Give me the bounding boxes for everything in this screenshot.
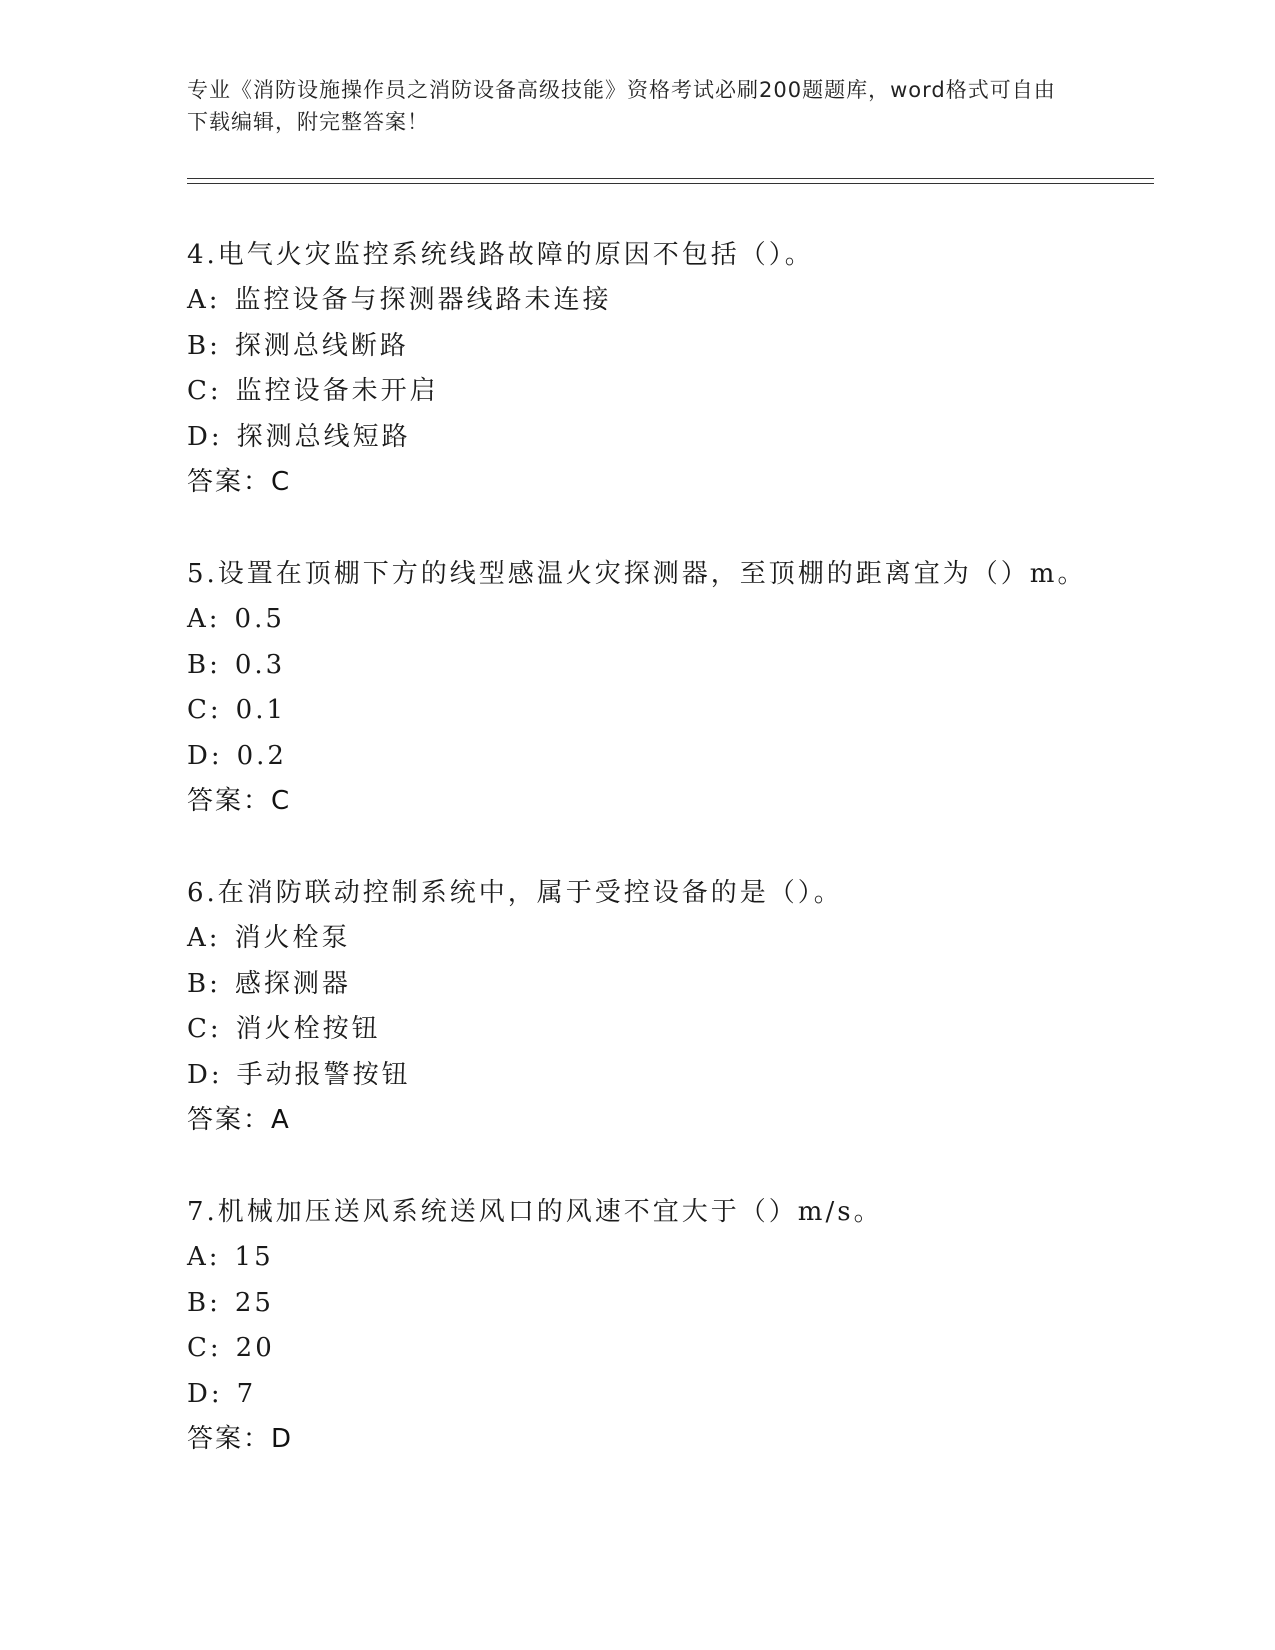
answer-line: 答案：C (187, 467, 292, 497)
option-text: 25 (234, 1287, 274, 1318)
option-c (187, 688, 1147, 734)
answer-line: 答案：D (187, 1424, 294, 1454)
option-a (187, 278, 1147, 324)
question-block (187, 1189, 1147, 1463)
option-letter: A: (187, 1242, 221, 1272)
option-text: 0.2 (236, 740, 287, 771)
option-a (187, 916, 1147, 962)
option-text: 消火栓按钮 (235, 1014, 381, 1044)
document-header: 专业《消防设施操作员之消防设备高级技能》资格考试必刷200题题库，word格式可自由下载编辑，附完整答案！ (187, 78, 1056, 134)
option-text: 0.1 (235, 695, 287, 725)
option-text: 消火栓泵 (234, 923, 351, 953)
option-letter: B: (187, 968, 221, 999)
option-b (187, 324, 1147, 370)
header-divider-top (187, 178, 1154, 179)
option-text: 探测总线断路 (234, 330, 409, 361)
option-c (187, 1326, 1147, 1372)
option-a (187, 1235, 1147, 1281)
option-text: 监控设备未开启 (235, 376, 439, 406)
option-a (187, 597, 1147, 643)
question-block (187, 551, 1147, 825)
option-letter: C: (187, 376, 222, 406)
option-letter: B: (187, 649, 221, 680)
option-text: 7 (236, 1378, 257, 1409)
option-letter: D: (187, 421, 223, 452)
option-c (187, 369, 1147, 415)
option-letter: A: (187, 285, 221, 315)
option-d (187, 415, 1147, 461)
option-letter: A: (187, 923, 221, 953)
option-text: 15 (234, 1242, 274, 1272)
option-b (187, 962, 1147, 1008)
option-text: 20 (235, 1333, 275, 1363)
option-letter: D: (187, 740, 223, 771)
question-stem: 4.电气火灾监控系统线路故障的原因不包括（）。 (187, 240, 814, 270)
option-letter: C: (187, 695, 222, 725)
option-letter: C: (187, 1014, 222, 1044)
question-block (187, 232, 1147, 506)
option-text: 探测总线短路 (236, 421, 411, 452)
option-c (187, 1007, 1147, 1053)
option-text: 手动报警按钮 (236, 1059, 411, 1090)
answer-line: 答案：A (187, 1105, 291, 1135)
option-letter: D: (187, 1378, 223, 1409)
answer-line: 答案：C (187, 786, 292, 816)
option-letter: D: (187, 1059, 223, 1090)
option-b (187, 1281, 1147, 1327)
option-letter: A: (187, 604, 221, 634)
option-d (187, 1053, 1147, 1099)
question-block (187, 870, 1147, 1144)
option-d (187, 1372, 1147, 1418)
option-b (187, 643, 1147, 689)
option-text: 感探测器 (234, 968, 351, 999)
option-letter: B: (187, 1287, 221, 1318)
option-letter: C: (187, 1333, 222, 1363)
option-letter: B: (187, 330, 221, 361)
option-text: 0.3 (234, 649, 286, 680)
question-stem: 6.在消防联动控制系统中，属于受控设备的是（）。 (187, 878, 843, 908)
question-stem: 5.设置在顶棚下方的线型感温火灾探测器，至顶棚的距离宜为（）m。 (187, 559, 1087, 589)
option-d (187, 734, 1147, 780)
question-stem: 7.机械加压送风系统送风口的风速不宜大于（）m/s。 (187, 1197, 883, 1227)
option-text: 监控设备与探测器线路未连接 (234, 285, 612, 315)
option-text: 0.5 (234, 604, 285, 634)
header-divider-bottom (187, 183, 1154, 184)
